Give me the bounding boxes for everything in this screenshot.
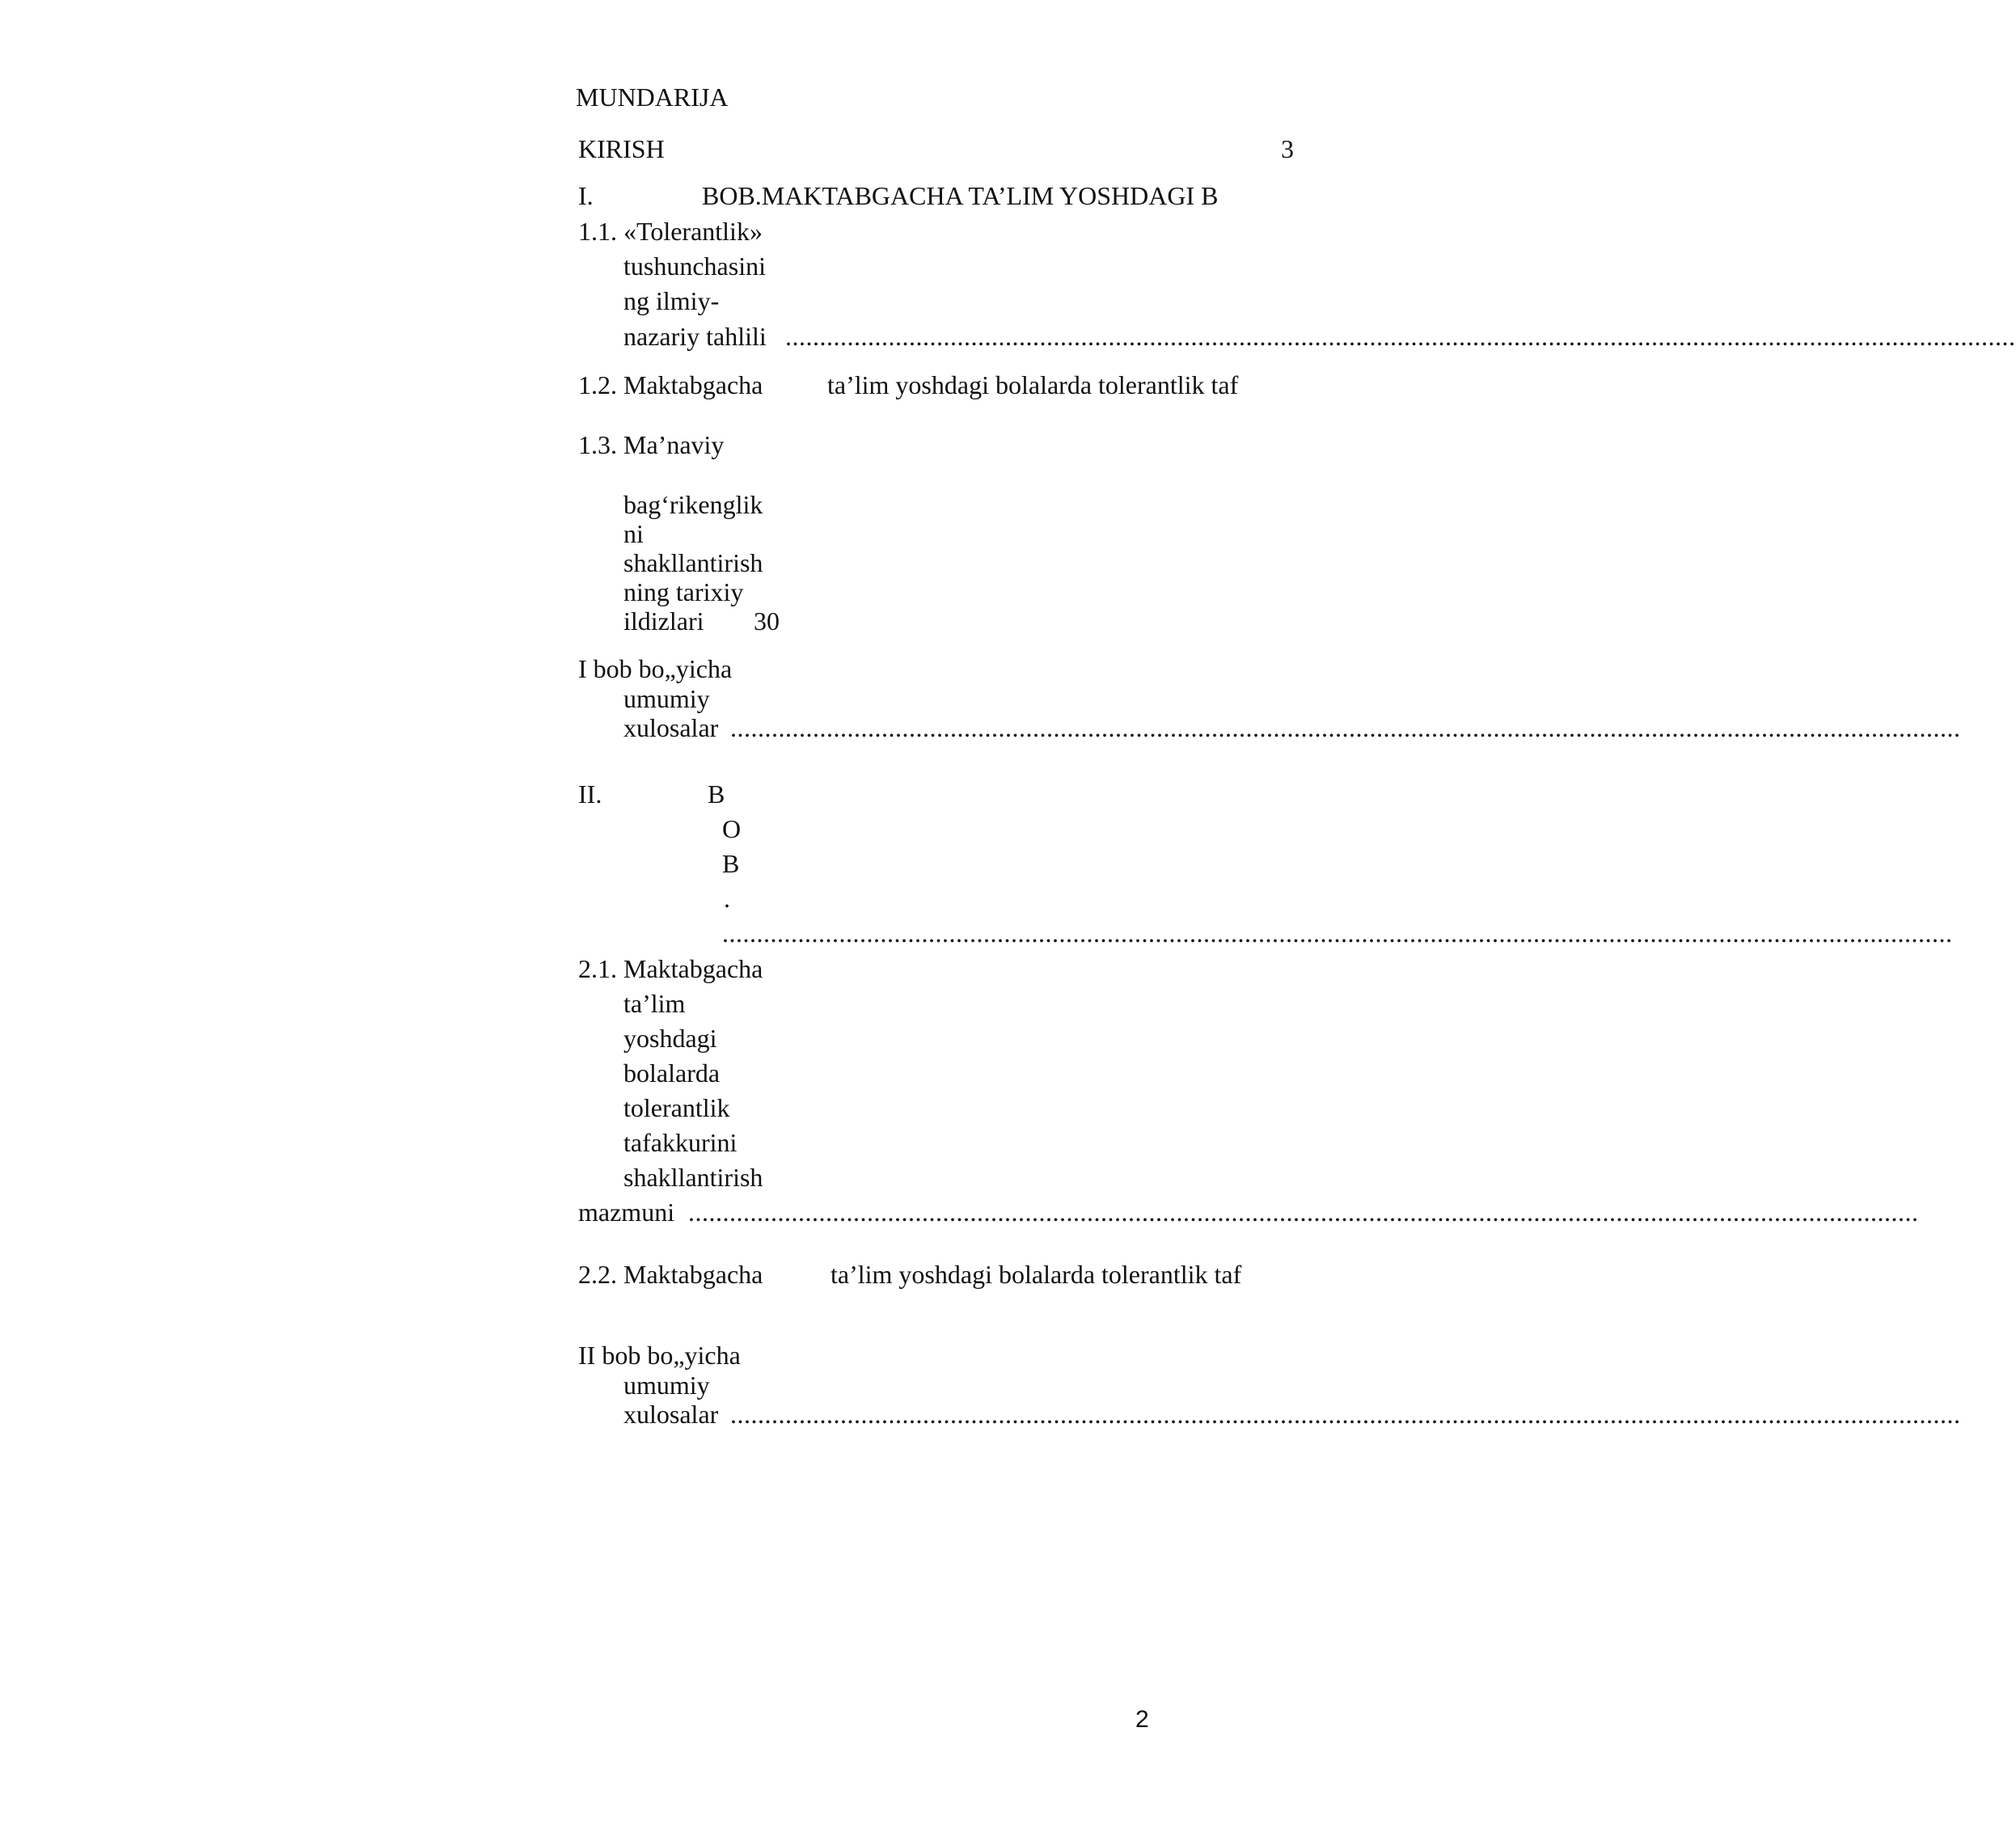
section-2-1-line: yoshdagi — [623, 1024, 717, 1053]
section-2-1-line: bolalarda — [623, 1058, 721, 1088]
section-1-1-line: nazariy tahlili — [623, 322, 767, 351]
chapter2-letter[interactable]: B — [708, 779, 725, 809]
chapter2-conclusion-line: xulosalar — [623, 1400, 719, 1429]
section-2-1-line: ta’lim — [623, 989, 686, 1018]
section-2-1-line: mazmuni — [578, 1198, 675, 1227]
section-1-1-line: ng ilmiy- — [623, 286, 720, 315]
chapter2-number: II. — [578, 779, 602, 809]
section-1-3-line: shakllantirish — [623, 548, 763, 577]
toc-kirish-page: 3 — [1281, 134, 1294, 163]
section-2-2-text-cont: ta’lim yoshdagi bolalarda tolerantlik taf — [830, 1260, 1242, 1289]
chapter1-conclusion-line[interactable]: I bob bo„yicha — [578, 654, 733, 683]
dot-leader: ................................................................................................................................................................................... — [785, 322, 2016, 351]
chapter2-letter: O — [722, 814, 742, 843]
section-2-1-line: tolerantlik — [623, 1093, 730, 1122]
chapter1-conclusion-line: xulosalar — [623, 713, 719, 742]
section-1-3-number: 1.3. — [578, 430, 617, 459]
section-1-1-line[interactable]: «Tolerantlik» — [623, 217, 763, 246]
dot-leader: ................................................................................................................................................................................... — [730, 713, 1961, 742]
section-1-1-number: 1.1. — [578, 217, 617, 246]
section-1-3-page: 30 — [754, 606, 780, 636]
chapter2-conclusion-line: umumiy — [623, 1371, 710, 1400]
section-1-2-number: 1.2. — [578, 370, 617, 399]
section-1-2-text[interactable]: Maktabgacha — [623, 370, 763, 399]
dot-leader: ................................................................................................................................................................................... — [722, 919, 1953, 948]
section-2-1-line: tafakkurini — [623, 1128, 738, 1157]
section-1-3-line: ning tarixiy — [623, 577, 744, 606]
section-2-2-text[interactable]: Maktabgacha — [623, 1260, 763, 1289]
chapter2-letter: . — [724, 884, 730, 913]
chapter2-conclusion-line[interactable]: II bob bo„yicha — [578, 1341, 741, 1370]
section-2-1-line[interactable]: Maktabgacha — [623, 954, 763, 983]
section-1-3-line[interactable]: Ma’naviy — [623, 430, 725, 459]
toc-heading: MUNDARIJA — [576, 82, 729, 112]
dot-leader: ................................................................................................................................................................................... — [688, 1198, 1919, 1227]
chapter2-letter: B — [722, 849, 740, 878]
section-2-2-number: 2.2. — [578, 1260, 617, 1289]
chapter1-title[interactable]: BOB.MAKTABGACHA TA’LIM YOSHDAGI B — [702, 181, 1219, 210]
dot-leader: ................................................................................................................................................................................... — [730, 1400, 1961, 1429]
section-1-3-line: ildizlari — [623, 606, 704, 636]
section-2-1-line: shakllantirish — [623, 1163, 763, 1192]
chapter1-number: I. — [578, 181, 594, 210]
chapter1-conclusion-line: umumiy — [623, 684, 710, 713]
section-1-3-line: bag‘rikenglik — [623, 490, 763, 519]
section-1-3-line: ni — [623, 519, 644, 548]
section-2-1-number: 2.1. — [578, 954, 617, 983]
toc-kirish-label[interactable]: KIRISH — [578, 134, 665, 163]
section-1-2-text-cont: ta’lim yoshdagi bolalarda tolerantlik taf — [827, 370, 1239, 399]
section-1-1-line: tushunchasini — [623, 251, 766, 281]
page-number: 2 — [1135, 1706, 1149, 1733]
